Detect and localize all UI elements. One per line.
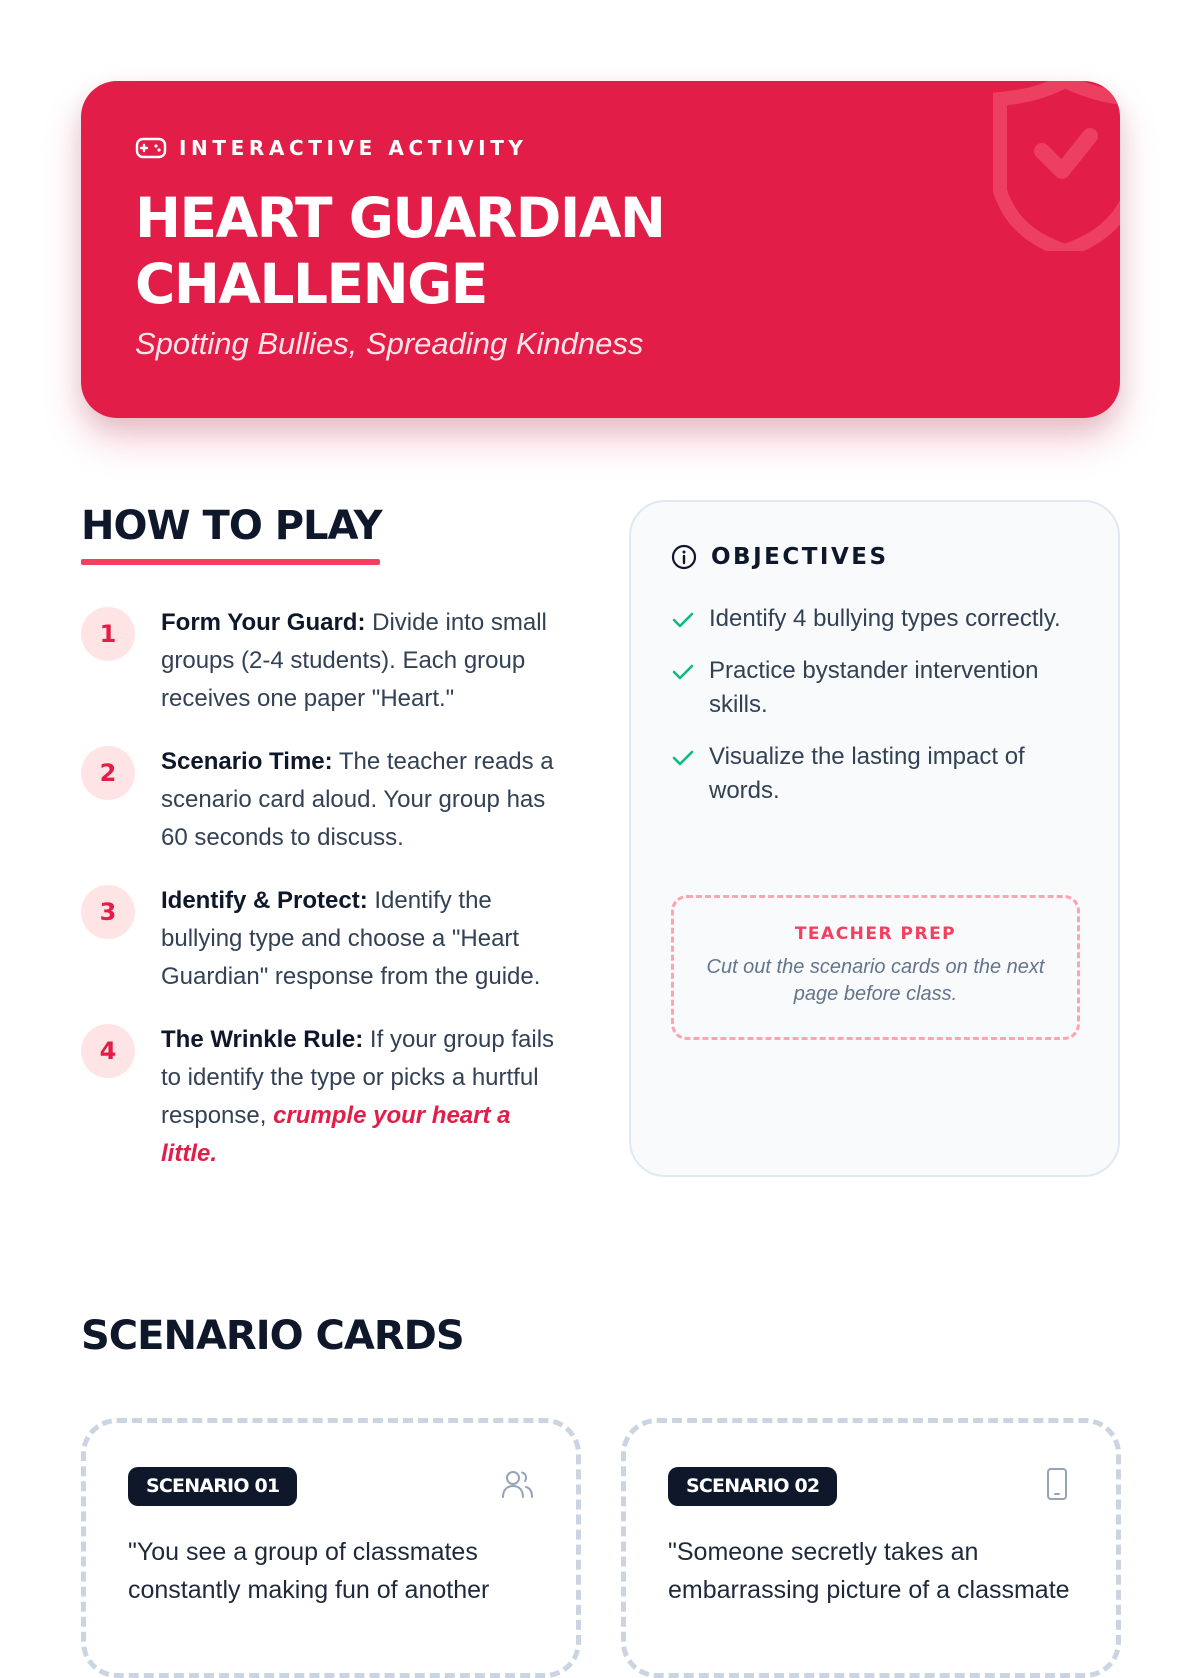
heading-underline <box>81 559 380 565</box>
gamepad-icon <box>135 136 167 160</box>
teacher-prep-title: TEACHER PREP <box>794 924 957 944</box>
step-label: The Wrinkle Rule: <box>161 1026 364 1053</box>
scenario-card <box>81 1418 581 1678</box>
scenario-badge: SCENARIO 02 <box>668 1467 837 1506</box>
step-text <box>161 743 571 857</box>
step-body: Identify the bullying type and choose a "Heart Guardian" response from the guide. <box>161 887 541 990</box>
smartphone-icon <box>1040 1467 1074 1501</box>
step-number: 3 <box>81 885 135 939</box>
page-subtitle: Spotting Bullies, Spreading Kindness <box>135 326 644 361</box>
step-label: Identify & Protect: <box>161 887 368 914</box>
objectives-list <box>671 602 1071 808</box>
teacher-prep-box <box>671 895 1080 1040</box>
step-text <box>161 1021 571 1173</box>
objectives-header <box>671 544 889 570</box>
page-title-line-2: CHALLENGE <box>135 252 487 316</box>
check-icon <box>671 748 695 768</box>
step-text <box>161 882 571 996</box>
scenario-text: "Someone secretly takes an embarrassing picture of a classmate <box>668 1538 1070 1604</box>
check-icon <box>671 610 695 630</box>
objectives-heading: OBJECTIVES <box>711 544 889 570</box>
step-label: Scenario Time: <box>161 748 333 775</box>
how-to-play-heading: HOW TO PLAY <box>81 503 382 549</box>
step-text <box>161 604 571 718</box>
step-body: If your group fails to identify the type or picks a hurtful response, <box>161 1026 555 1129</box>
step-number: 4 <box>81 1024 135 1078</box>
step-body: Divide into small groups (2-4 students). Each group receives one paper "Heart." <box>161 609 547 712</box>
objective-item <box>671 654 1071 722</box>
step-label: Form Your Guard: <box>161 609 366 636</box>
page-title <box>135 185 664 317</box>
scenario-badge: SCENARIO 01 <box>128 1467 297 1506</box>
step-item <box>81 743 571 857</box>
teacher-prep-text: Cut out the scenario cards on the next page before class. <box>706 956 1045 1005</box>
users-icon <box>500 1467 534 1501</box>
objectives-card <box>629 500 1120 1177</box>
objective-item <box>671 602 1071 636</box>
hero-tag <box>135 136 528 160</box>
steps-list <box>81 604 571 1173</box>
step-item <box>81 1021 571 1173</box>
step-number: 2 <box>81 746 135 800</box>
page-title-line-1: HEART GUARDIAN <box>135 186 665 250</box>
hero-banner <box>81 81 1120 418</box>
shield-check-icon <box>960 81 1120 251</box>
check-icon <box>671 662 695 682</box>
scenario-cards-heading: SCENARIO CARDS <box>81 1313 464 1359</box>
objective-item <box>671 740 1071 808</box>
objective-text: Identify 4 bullying types correctly. <box>709 605 1061 632</box>
hero-tag-label: INTERACTIVE ACTIVITY <box>179 136 528 160</box>
step-item <box>81 604 571 718</box>
objective-text: Practice bystander intervention skills. <box>709 657 1039 718</box>
objective-text: Visualize the lasting impact of words. <box>709 743 1025 804</box>
step-item <box>81 882 571 996</box>
scenario-card <box>621 1418 1121 1678</box>
step-number: 1 <box>81 607 135 661</box>
step-emphasis: crumple your heart a little. <box>161 1102 511 1167</box>
step-body: The teacher reads a scenario card aloud. Your group has 60 seconds to discuss. <box>161 748 554 851</box>
info-icon <box>671 544 697 570</box>
scenario-text: "You see a group of classmates constantly making fun of another <box>128 1538 490 1604</box>
